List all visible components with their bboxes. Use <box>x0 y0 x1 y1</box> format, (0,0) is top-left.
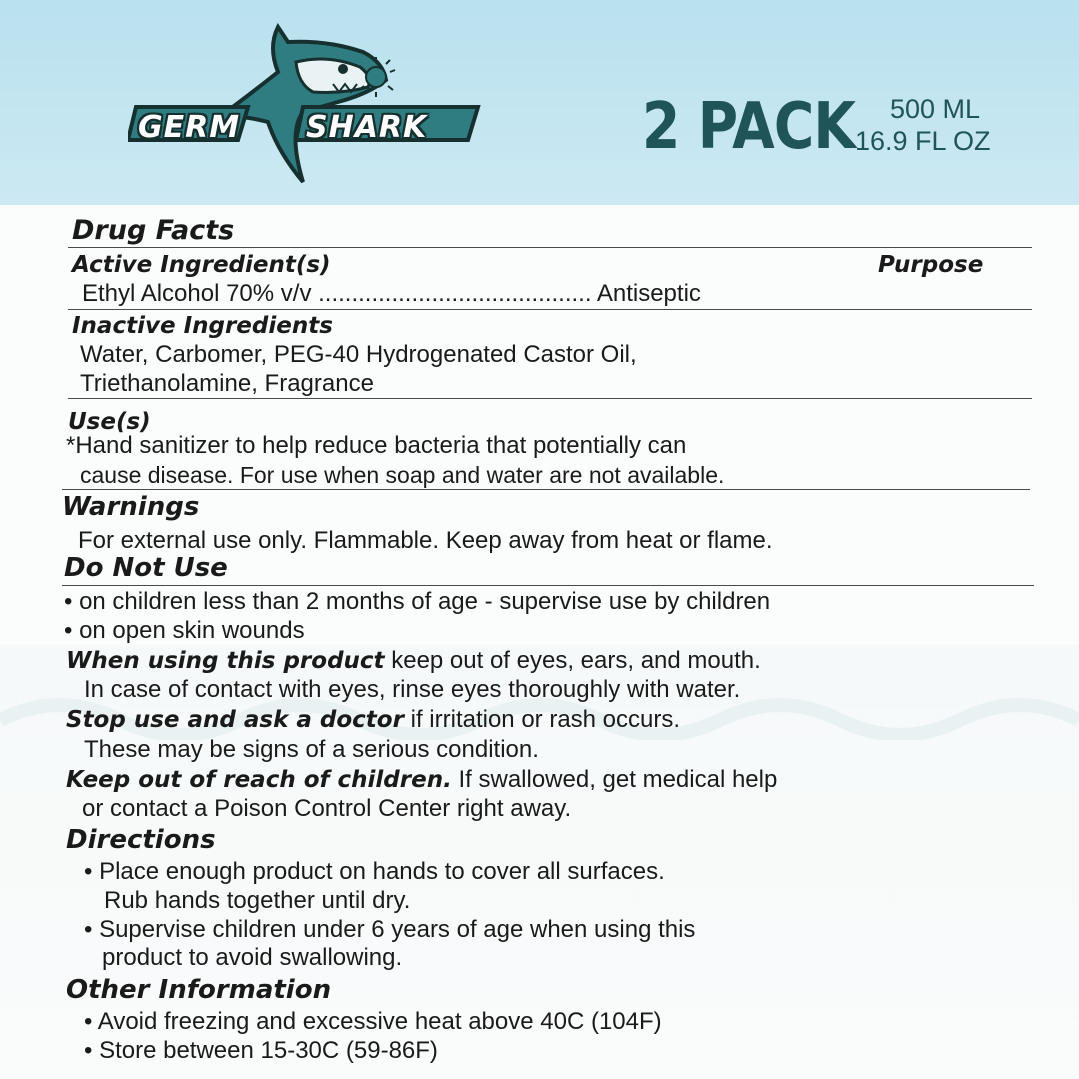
inactive-line-2: Triethanolamine, Fragrance <box>80 370 374 397</box>
stop-use-text: if irritation or rash occurs. <box>403 706 681 733</box>
keep-out-line-1 <box>66 766 777 794</box>
warnings-header: Warnings <box>62 492 200 522</box>
when-using-text: keep out of eyes, ears, and mouth. <box>384 647 761 674</box>
divider <box>68 309 1032 310</box>
do-not-use-header: Do Not Use <box>64 553 228 583</box>
other-info-header: Other Information <box>66 975 332 1005</box>
when-using-line-1 <box>66 647 761 675</box>
do-not-use-line-1: • on children less than 2 months of age - supervise use by children <box>64 588 771 615</box>
when-using-line-2: In case of contact with eyes, rinse eyes thoroughly with water. <box>84 676 741 703</box>
logo-text-germ: GERM <box>138 110 241 145</box>
keep-out-lead: Keep out of reach of children. <box>66 767 452 793</box>
uses-header: Use(s) <box>68 409 151 435</box>
directions-line-2: Rub hands together until dry. <box>104 887 411 914</box>
stop-use-lead: Stop use and ask a doctor <box>66 707 404 733</box>
other-info-line-1: • Avoid freezing and excessive heat above 40C (104F) <box>84 1008 662 1035</box>
pack-count: 2 PACK <box>642 90 856 164</box>
volume-ml: 500 ML <box>890 94 981 124</box>
germshark-logo <box>128 22 483 187</box>
stop-use-line-1 <box>66 706 680 734</box>
divider <box>68 247 1032 248</box>
divider <box>62 585 1034 586</box>
inactive-line-1: Water, Carbomer, PEG-40 Hydrogenated Castor Oil, <box>80 341 637 368</box>
divider <box>62 489 1030 490</box>
when-using-lead: When using this product <box>66 648 385 674</box>
keep-out-line-2: or contact a Poison Control Center right away. <box>82 795 572 822</box>
drug-facts-title: Drug Facts <box>72 215 235 246</box>
uses-line-1: *Hand sanitizer to help reduce bacteria that potentially can <box>66 432 687 459</box>
purpose-header: Purpose <box>878 252 984 278</box>
shark-icon <box>128 22 483 187</box>
volume-fl-oz: 16.9 FL OZ <box>855 126 991 156</box>
uses-line-2: cause disease. For use when soap and water are not available. <box>80 462 725 488</box>
inactive-ingredients-header: Inactive Ingredients <box>72 313 333 339</box>
divider <box>68 398 1032 399</box>
logo-text-shark: SHARK <box>306 110 428 145</box>
stop-use-line-2: These may be signs of a serious condition. <box>84 736 539 763</box>
directions-header: Directions <box>66 825 216 855</box>
directions-line-4: product to avoid swallowing. <box>102 944 403 971</box>
other-info-line-2: • Store between 15-30C (59-86F) <box>84 1037 438 1064</box>
do-not-use-line-2: • on open skin wounds <box>64 617 305 644</box>
active-ingredient-line: Ethyl Alcohol 70% v/v ......................................... Antiseptic <box>82 280 701 307</box>
warnings-line: For external use only. Flammable. Keep away from heat or flame. <box>78 527 773 554</box>
keep-out-text: If swallowed, get medical help <box>451 766 778 793</box>
directions-line-1: • Place enough product on hands to cover all surfaces. <box>84 858 665 885</box>
directions-line-3: • Supervise children under 6 years of age when using this <box>84 916 696 943</box>
active-ingredients-header: Active Ingredient(s) <box>72 252 331 278</box>
